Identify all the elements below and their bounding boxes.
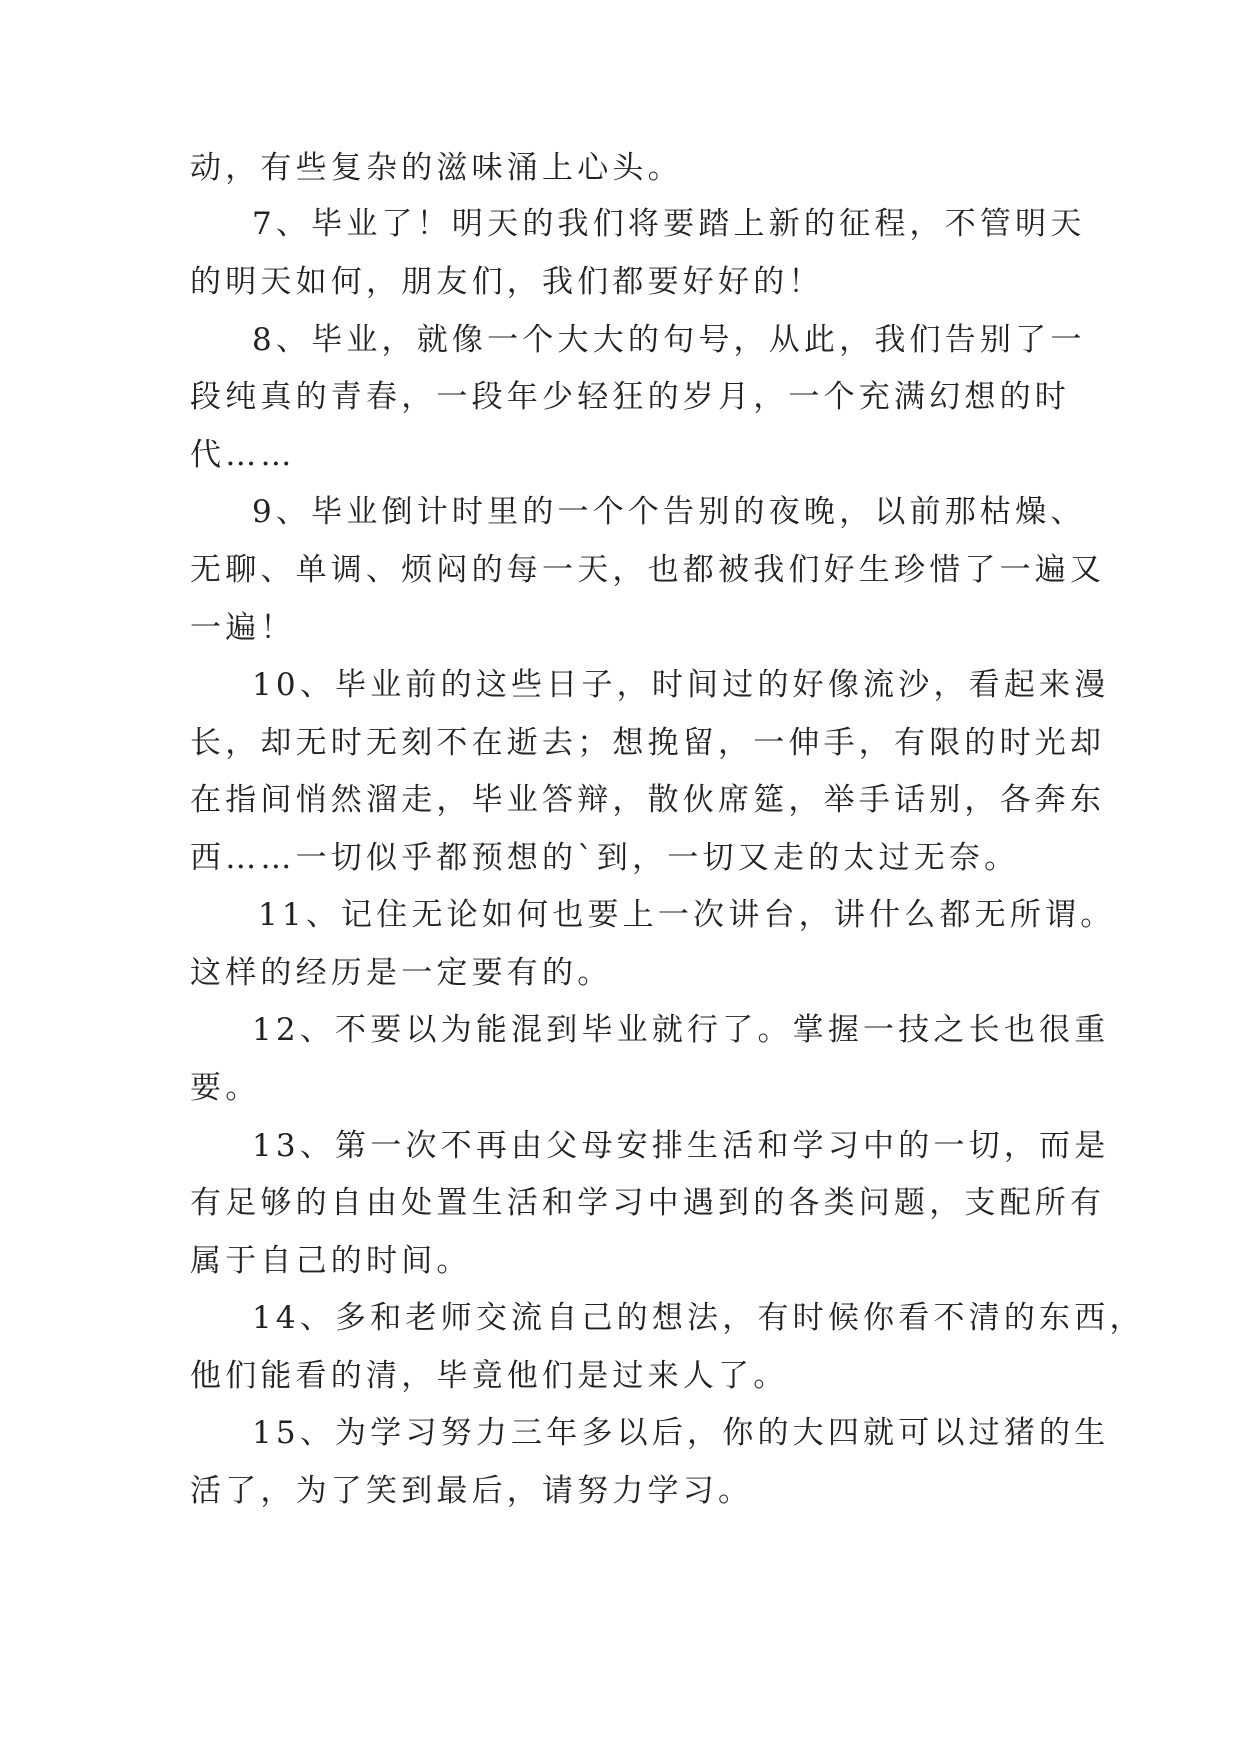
text-line: 有足够的自由处置生活和学习中遇到的各类问题，支配所有	[190, 1185, 1106, 1221]
text-line: 15、为学习努力三年多以后，你的大四就可以过猪的生	[252, 1415, 1110, 1451]
text-line: 属于自己的时间。	[190, 1243, 472, 1279]
text-line: 13、第一次不再由父母安排生活和学习中的一切，而是	[252, 1128, 1110, 1164]
text-line: 要。	[190, 1070, 261, 1106]
text-line: 代……	[190, 437, 296, 473]
text-line: 8、毕业，就像一个大大的句号，从此，我们告别了一	[252, 322, 1086, 358]
text-line: 这样的经历是一定要有的。	[190, 955, 613, 991]
text-line: 西……一切似乎都预想的`到，一切又走的太过无奈。	[190, 840, 1020, 876]
text-line: 无聊、单调、烦闷的每一天，也都被我们好生珍惜了一遍又	[190, 552, 1106, 588]
text-line: 11、记住无论如何也要上一次讲台，讲什么都无所谓。	[258, 897, 1116, 933]
text-line: 10、毕业前的这些日子，时间过的好像流沙，看起来漫	[252, 667, 1110, 703]
text-line: 段纯真的青春，一段年少轻狂的岁月，一个充满幻想的时	[190, 379, 1070, 415]
text-line: 7、毕业了！明天的我们将要踏上新的征程，不管明天	[252, 206, 1086, 242]
text-line: 长，却无时无刻不在逝去；想挽留，一伸手，有限的时光却	[190, 725, 1106, 761]
text-line: 12、不要以为能混到毕业就行了。掌握一技之长也很重	[252, 1012, 1110, 1048]
text-line: 9、毕业倒计时里的一个个告别的夜晚，以前那枯燥、	[252, 494, 1086, 530]
text-line: 一遍！	[190, 610, 296, 646]
text-line: 他们能看的清，毕竟他们是过来人了。	[190, 1358, 789, 1394]
text-line: 的明天如何，朋友们，我们都要好好的！	[190, 264, 824, 300]
text-line: 14、多和老师交流自己的想法，有时候你看不清的东西，	[252, 1300, 1145, 1336]
text-line: 动，有些复杂的滋味涌上心头。	[190, 150, 683, 186]
text-line: 在指间悄然溜走，毕业答辩，散伙席筵，举手话别，各奔东	[190, 782, 1106, 818]
text-line: 活了，为了笑到最后，请努力学习。	[190, 1473, 754, 1509]
